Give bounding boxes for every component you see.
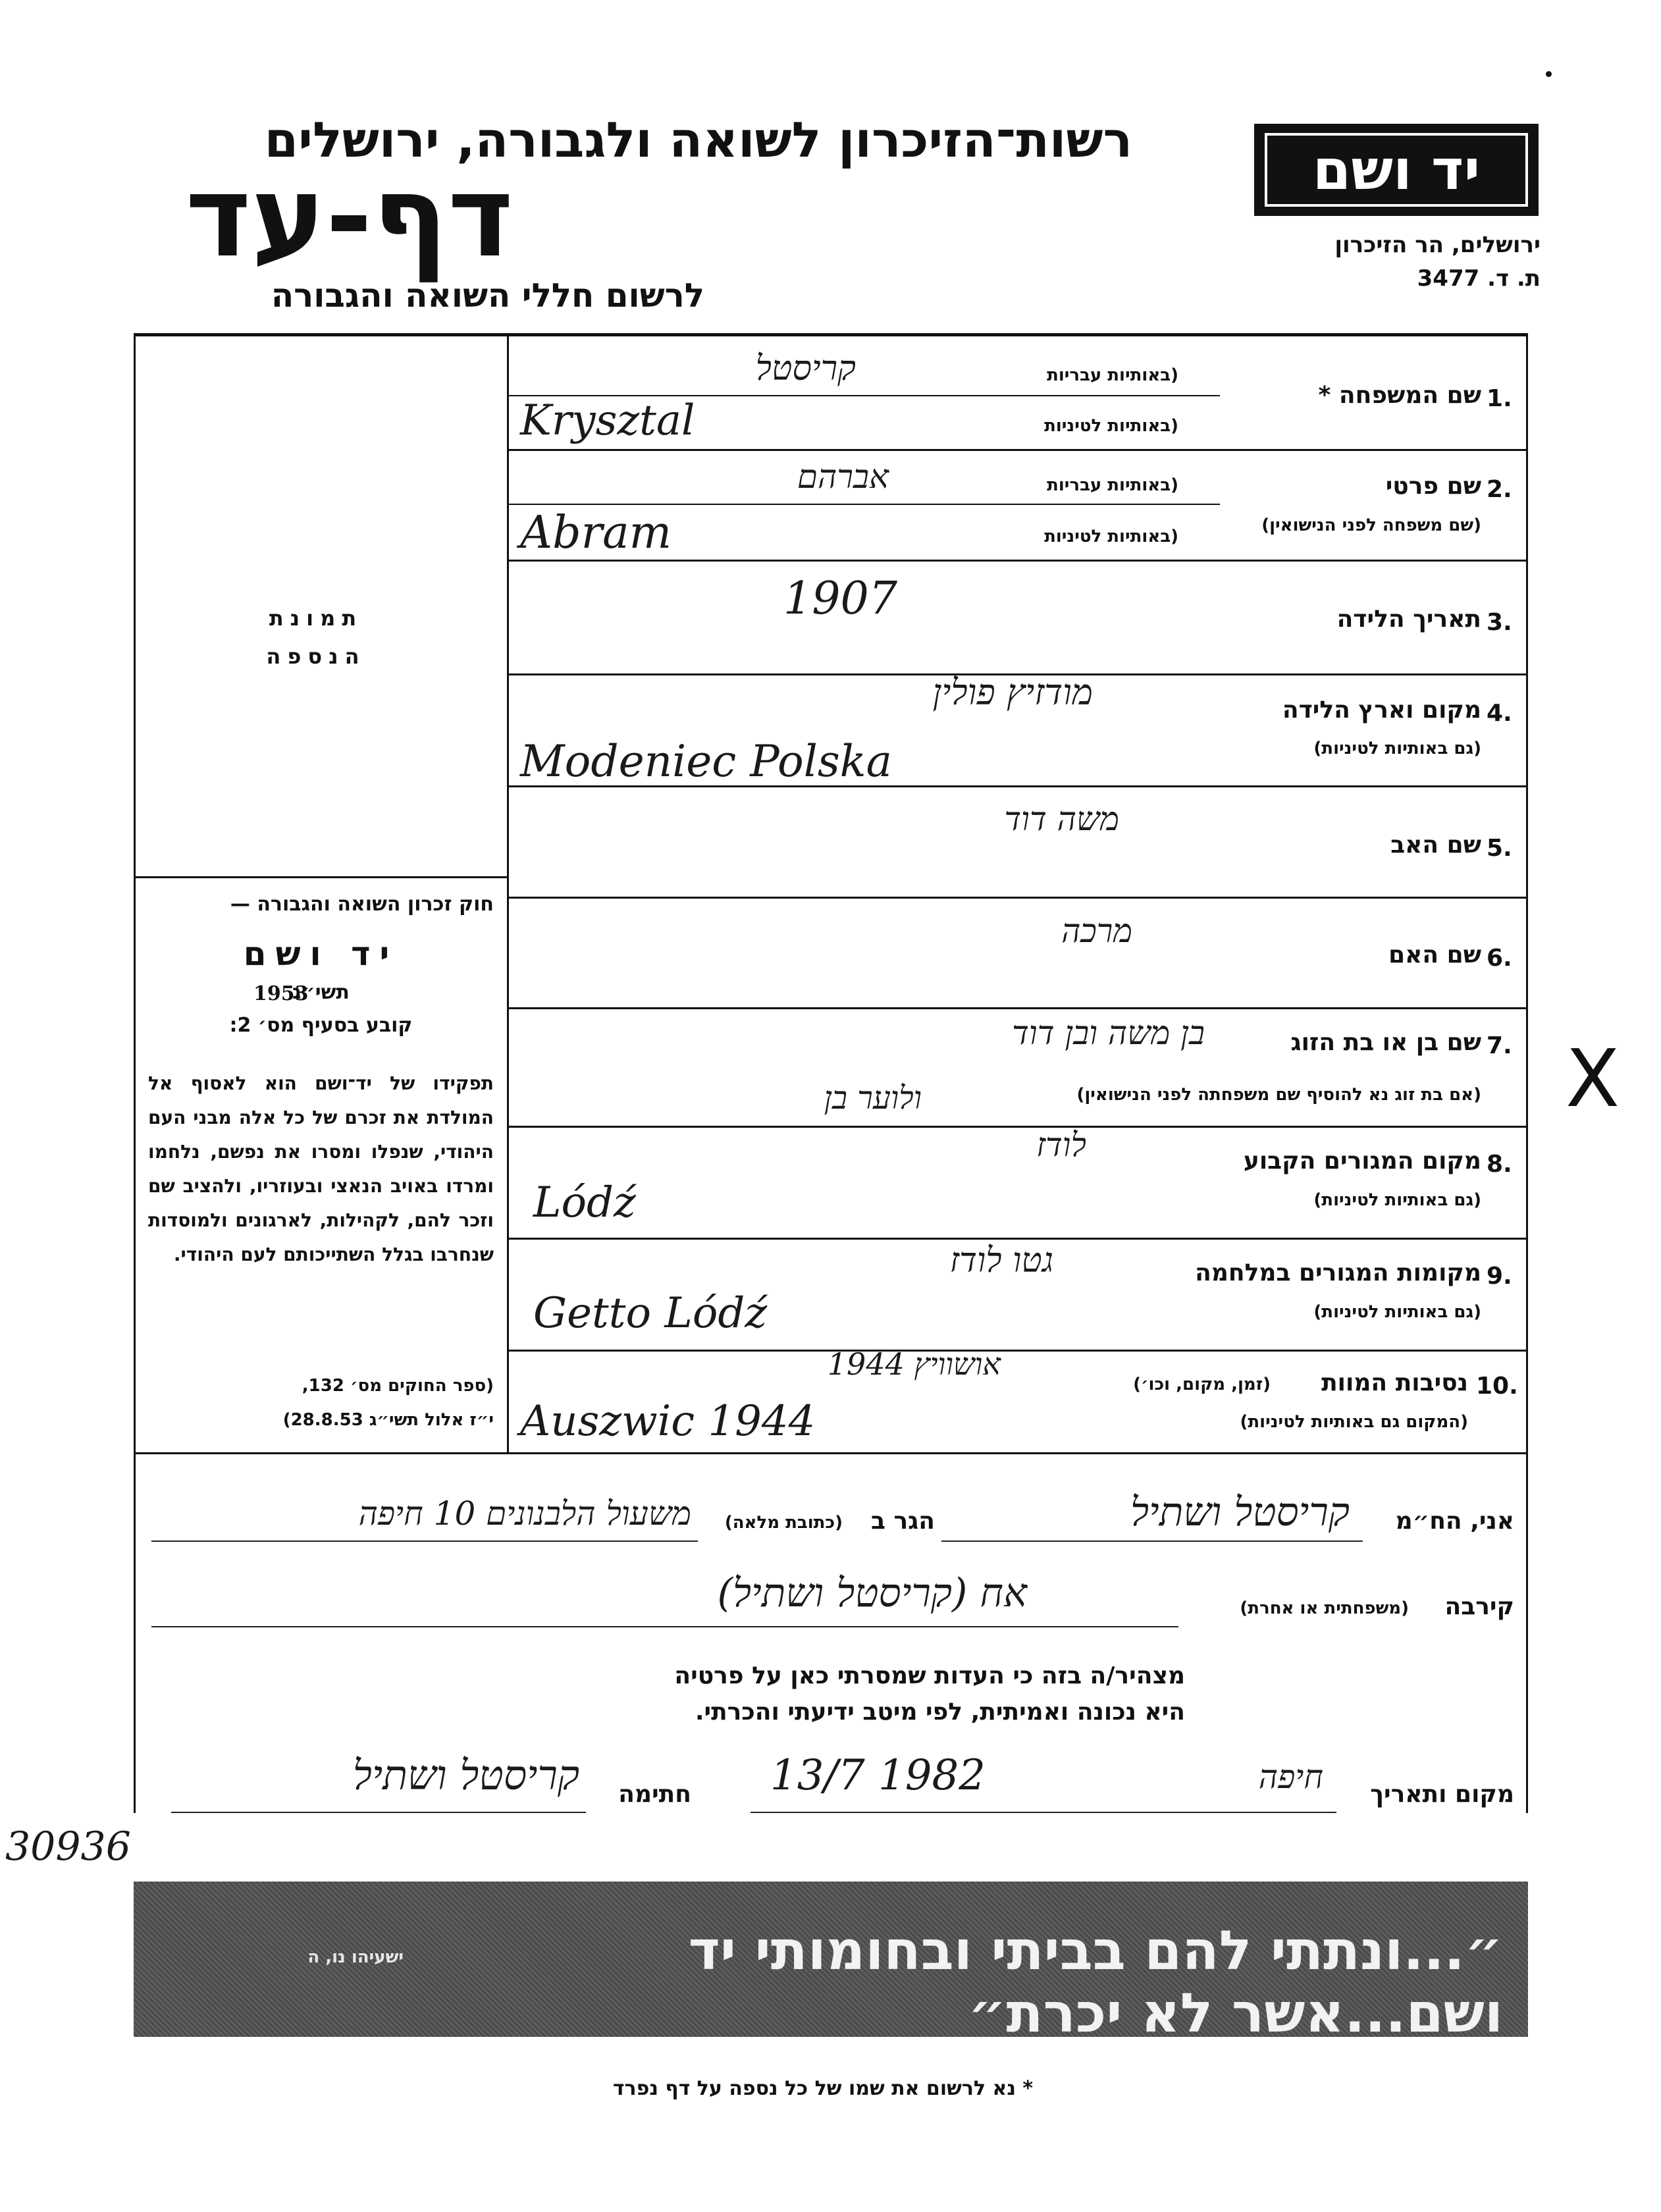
frame-top: [134, 333, 1528, 336]
margin-x-mark: X: [1566, 1034, 1620, 1125]
f6-number: 6.: [1487, 945, 1512, 972]
row-divider-2: [509, 560, 1526, 562]
authority-name: רשות־הזיכרון לשואה ולגבורה, ירושלים: [264, 112, 1132, 169]
banner-quote: ״...ונתתי להם בביתי ובחומותי יד ושם...אשר לא יכרת״: [688, 1920, 1503, 2045]
f6-label: שם האם: [1388, 941, 1481, 968]
photo-box-bottom: [134, 876, 509, 878]
signature-value: קריסטל ושתיל: [352, 1751, 579, 1799]
logo-text: יד ושם: [1265, 133, 1528, 207]
row-divider-5: [509, 897, 1526, 899]
form-subtitle: לרשום חללי השואה והגבורה: [271, 276, 704, 315]
relation-line: [151, 1626, 1178, 1627]
statement-line-2: היא נכונה ואמיתית, לפי מיטב ידיעתי והכרתי.: [695, 1698, 1185, 1725]
f8-number: 8.: [1487, 1151, 1512, 1178]
f10-hebrew-value: אושוויץ 1944: [827, 1346, 1001, 1382]
f8-hebrew-value: לודז: [1036, 1126, 1086, 1164]
frame-right: [1526, 333, 1528, 1813]
f4-sub: (גם באותיות לטיניות): [1313, 739, 1481, 758]
place-date-line: [751, 1812, 1336, 1813]
f5-number: 5.: [1487, 835, 1512, 862]
f5-value: משה דוד: [1004, 800, 1119, 838]
address-line: [151, 1540, 698, 1542]
f6-value: מרכה: [1061, 912, 1132, 950]
scan-speck: [1546, 71, 1552, 77]
margin-file-number: 30936: [5, 1824, 131, 1870]
fields-bottom: [134, 1452, 1528, 1454]
f3-label: תאריך הלידה: [1336, 606, 1481, 633]
f7-value: בן משה ובן דוד: [1012, 1014, 1205, 1052]
f4-number: 4.: [1487, 700, 1512, 727]
f3-value: 1907: [783, 573, 898, 625]
f5-label: שם האב: [1390, 831, 1481, 858]
f10-latin-value: Auszwic 1944: [520, 1397, 816, 1446]
law-name: יד ושם: [243, 935, 399, 973]
f4-label: מקום וארץ הלידה: [1282, 697, 1481, 724]
f1-latin-hint: (באותיות לטיניות: [1044, 416, 1178, 436]
f2-latin-value: Abram: [520, 507, 672, 559]
place-date-label: מקום ותאריך: [1370, 1781, 1514, 1808]
f8-label: מקום המגורים הקבוע: [1243, 1147, 1481, 1174]
photo-label-1: תמונת: [269, 606, 363, 631]
row-divider-8: [509, 1238, 1526, 1240]
f7-sub: (אם בת זוג נא להוסיף שם משפחתה לפני הנישואין): [1076, 1085, 1481, 1105]
signature-label: חתימה: [618, 1781, 691, 1808]
f2-sub: (שם משפחה לפני הנישואין): [1261, 515, 1481, 535]
yad-vashem-logo: [1254, 124, 1539, 216]
f10-sub: (המקום גם באותיות לטיניות): [1240, 1412, 1468, 1432]
address-value: משעול הלבנונים 10 חיפה: [358, 1494, 691, 1533]
declarant-label: אני, הח״מ: [1395, 1508, 1514, 1535]
f10-label: נסיבות המוות: [1321, 1369, 1468, 1396]
law-year-heb: תשי״ג: [292, 981, 350, 1004]
f2-inner-line: [509, 504, 1220, 505]
declarant-line: [941, 1540, 1363, 1542]
statement-line-1: מצהיר/ה בזה כי העדות שמסרתי כאן על פרטיה: [674, 1662, 1185, 1689]
f1-latin-value: Krysztal: [520, 396, 695, 445]
f7-label: שם בן או בת הזוג: [1290, 1029, 1481, 1056]
relation-value: אח (קריסטל ושתיל): [717, 1570, 1027, 1616]
f3-number: 3.: [1487, 609, 1512, 636]
f9-latin-value: Getto Lódź: [533, 1289, 768, 1338]
f2-label: שם פרטי: [1385, 473, 1481, 500]
f10-number: 10.: [1476, 1373, 1518, 1400]
f2-latin-hint: (באותיות לטיניות: [1044, 527, 1178, 546]
logo-address: ירושלים, הר הזיכרון: [1334, 232, 1541, 258]
f9-sub: (גם באותיות לטיניות): [1313, 1302, 1481, 1322]
f1-number: 1.: [1487, 385, 1512, 412]
law-year: 1953: [253, 982, 309, 1005]
f9-hebrew-value: גטו לודז: [949, 1241, 1053, 1280]
f2-number: 2.: [1487, 476, 1512, 503]
place-value: חיפה: [1258, 1758, 1323, 1796]
frame-left: [134, 333, 136, 1813]
address-hint: (כתובת מלאה): [724, 1513, 843, 1533]
form-title: דף-עד: [185, 152, 514, 282]
declarant-value: קריסטל ושתיל: [1130, 1489, 1350, 1535]
law-ref-1: (ספר החוקים מס׳ 132,: [302, 1376, 494, 1396]
f9-number: 9.: [1487, 1263, 1512, 1290]
logo-pobox: ת. ד. 3477: [1417, 265, 1541, 292]
relation-label: קירבה: [1444, 1593, 1514, 1620]
f1-hebrew-value: קריסטל: [755, 349, 856, 388]
signature-line: [171, 1812, 586, 1813]
f8-latin-value: Lódź: [533, 1178, 636, 1227]
f1-hebrew-hint: (באותיות עבריות: [1047, 365, 1178, 385]
f1-label: שם המשפחה *: [1318, 382, 1481, 409]
f7-value-2: ולוער בן: [824, 1080, 922, 1117]
law-section: קובע בסעיף מס׳ 2:: [229, 1014, 413, 1037]
residence-label: הגר ב: [871, 1508, 935, 1535]
law-body: תפקידו של יד־ושם הוא לאסוף אל המולדת את זכרם של כל אלה מבני העם היהודי, שנפלו ומסרו את נפשם, נלחמו ומרדו באויב הנאצי ובעוזריו, ולהציב שם וזכר להם, לקהילות, לארגונים ולמוסדות שנחרבו בגלל השתייכותם לעם היהודי.: [148, 1072, 494, 1265]
f4-hebrew-value: מודזיץ פולין: [932, 672, 1093, 713]
f8-sub: (גם באותיות לטיניות): [1313, 1190, 1481, 1210]
f2-hebrew-value: אברהם: [797, 458, 889, 496]
law-ref-2: י״ז אלול תשי״ג 28.8.53): [282, 1410, 494, 1430]
f10-label-2: (זמן, מקום, וכו׳): [1133, 1375, 1271, 1394]
column-divider: [507, 333, 509, 1452]
law-title: חוק זכרון השואה והגבורה —: [230, 893, 494, 916]
footnote: * נא לרשום את שמו של כל נספה על דף נפרד: [612, 2077, 1034, 2100]
relation-hint: (משפחתית או אחרת): [1240, 1598, 1409, 1618]
f9-label: מקומות המגורים במלחמה: [1195, 1259, 1481, 1286]
date-value: 13/7 1982: [770, 1751, 986, 1800]
row-divider-6: [509, 1007, 1526, 1009]
photo-label-2: הנספה: [266, 644, 366, 669]
f2-hebrew-hint: (באותיות עבריות: [1047, 475, 1178, 495]
f7-number: 7.: [1487, 1032, 1512, 1059]
quote-banner: [134, 1882, 1528, 2045]
banner-source: ישעיהו נו, ה: [307, 1947, 404, 1967]
row-divider-1: [509, 449, 1526, 451]
f4-latin-value: Modeniec Polska: [520, 736, 893, 787]
